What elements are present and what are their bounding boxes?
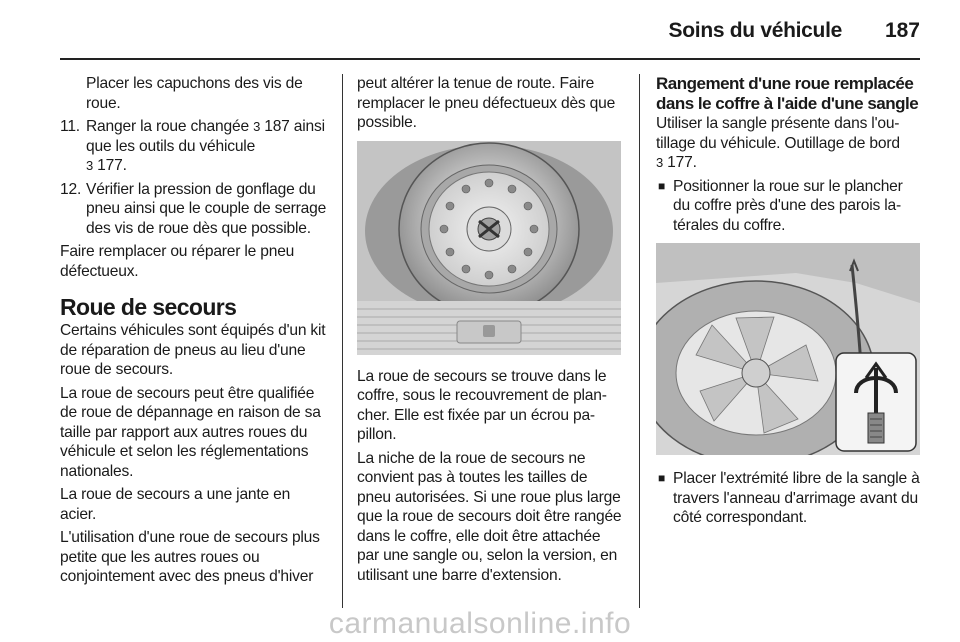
numbered-step [60,117,328,176]
paragraph: L'utilisation d'une roue de secours plus petite que les autres roues ou conjointement avec des pneus d'hiver [60,529,320,585]
xref-arrow-icon: 3 [656,155,664,170]
paragraph [656,114,922,173]
paragraph: peut altérer la tenue de route. Faire remplacer le pneu défectueux dès que possible. [357,75,616,131]
paragraph: La niche de la roue de secours ne convient pas à toutes les tailles de pneu autorisées. Si une roue plus large que la roue de secours doit être rangée dans le coffre, elle doit être attachée par une sangle ou, selon la version, en utilisant une barre d'extension. [357,449,622,584]
bullet-item [656,177,922,236]
column-middle [357,74,623,589]
paragraph: La roue de secours se trouve dans le coffre, sous le recouvrement de plancher. Elle est fixée par un écrou papillon. [357,367,607,443]
step-text: Ranger la roue changée [86,118,249,135]
page-header [0,0,960,60]
step-number: 12. [60,180,82,198]
square-bullet-icon: ■ [658,178,666,193]
strap-wheel-illustration [656,243,920,455]
column-divider [342,74,343,608]
numbered-step [60,180,328,239]
paragraph: Certains véhicules sont équipés d'un kit de réparation de pneus au lieu d'une roue de secours. [60,322,326,378]
xref-arrow-icon: 3 [253,119,261,134]
bullet-text: Positionner la roue sur le plancher du coffre près d'une des parois latérales du coffre. [673,177,903,234]
bullet-item [656,469,922,528]
square-bullet-icon: ■ [658,471,666,485]
column-left [60,74,328,591]
step-text: Vérifier la pression de gonflage du pneu ainsi que le couple de serrage des vis de roue dès que possible. [86,180,327,237]
paragraph: Placer les capuchons des vis de roue. [86,75,303,112]
paragraph: Faire remplacer ou réparer le pneu défectueux. [60,243,295,280]
header-rule [60,58,920,60]
column-right [656,74,922,532]
column-divider [639,74,640,608]
step-text: 187 ainsi que les outils du véhicule [86,118,325,155]
paragraph-text: 177. [667,154,697,171]
bullet-text: Placer l'extrémité libre de la sangle à travers l'anneau d'arrimage avant du côté correspondant. [673,470,920,526]
paragraph-text: Utiliser la sangle présente dans l'outillage du véhicule. Outillage de bord [656,115,900,152]
paragraph: La roue de secours a une jante en acier. [60,486,291,523]
step-text: 177. [97,157,127,174]
spare-wheel-illustration [357,141,621,355]
section-title: Soins du véhicule [668,19,842,42]
subsection-heading: Rangement d'une roue remplacée dans le coffre à l'aide d'une sangle [656,74,919,113]
step-number: 11. [60,118,80,135]
section-heading: Roue de secours [60,294,237,320]
xref-arrow-icon: 3 [86,158,94,173]
page-number: 187 [884,19,920,42]
paragraph: La roue de secours peut être qualifiée de roue de dépannage en raison de sa taille par rapport aux autres roues du véhicule et selon les réglementations nationales. [60,384,321,480]
watermark: carmanualsonline.info [328,607,632,640]
